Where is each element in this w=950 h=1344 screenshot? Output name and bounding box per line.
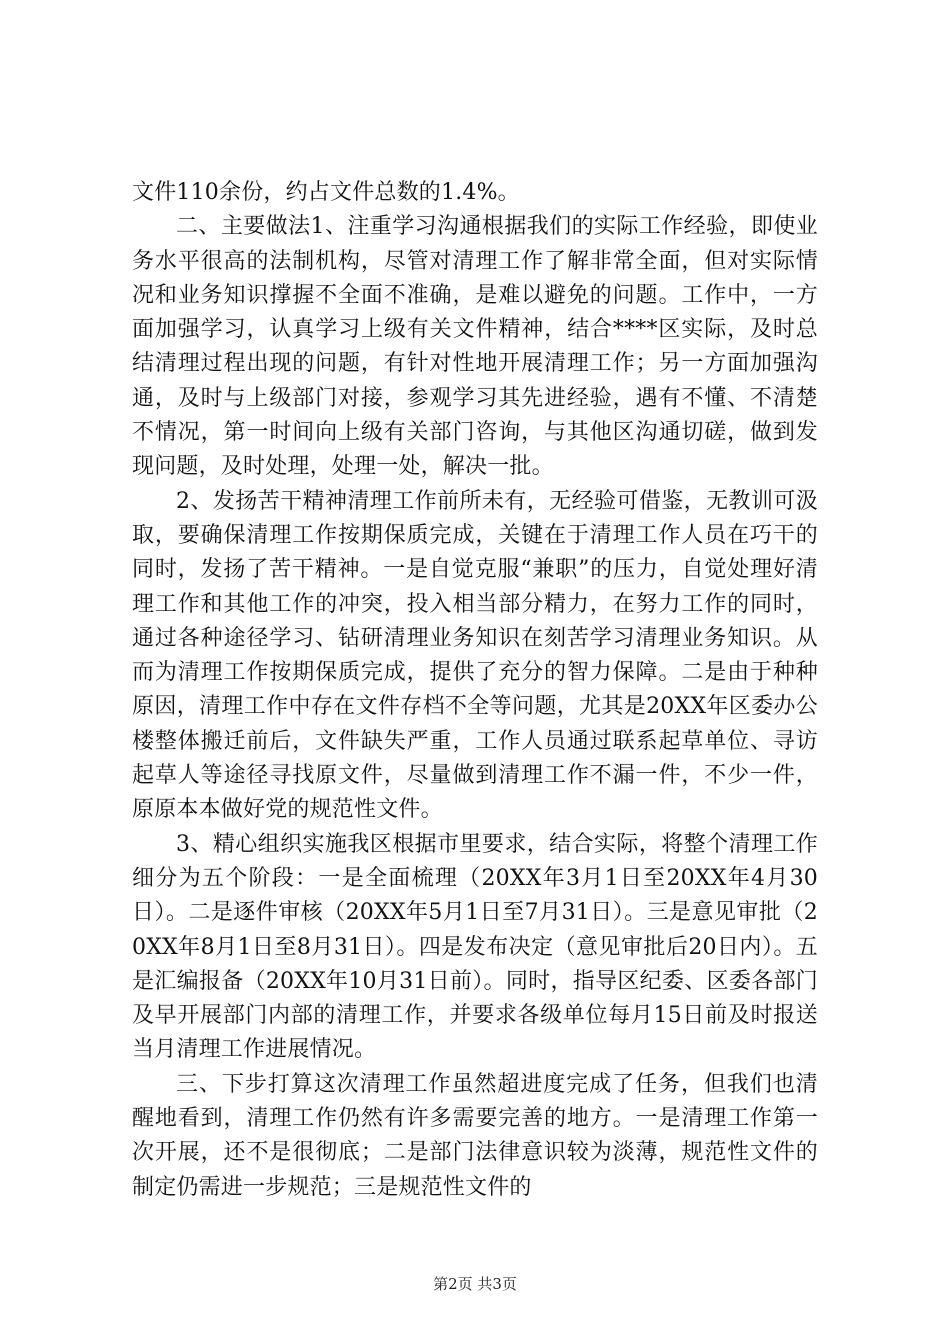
document-body [132, 176, 818, 1205]
page-number-footer: 第2页 共3页 [433, 1275, 517, 1293]
paragraph-main-practices: 二、主要做法1、注重学习沟通根据我们的实际工作经验，即使业务水平很高的法制机构，尽管对清理工作了解非常全面，但对实际情况和业务知识撑握不全面不准确，是难以避免的问题。工作中，一方面加强学习，认真学习上级有关文件精神，结合****区实际，及时总结清理过程出现的问题，有针对性地开展清理工作；另一方面加强沟通，及时与上级部门对接，参观学习其先进经验，遇有不懂、不清楚不情况，第一时间向上级有关部门咨询，与其他区沟通切磋，做到发现问题，及时处理，处理一处，解决一批。 [132, 214, 818, 480]
paragraph-organization: 3、精心组织实施我区根据市里要求，结合实际，将整个清理工作细分为五个阶段：一是全面梳理（20XX年3月1日至20XX年4月30日）。二是逐件审核（20XX年5月1日至7月31日）。三是意见审批（20XX年8月1日至8月31日）。四是发布决定（意见审批后20日内）。五是汇编报备（20XX年10月31日前）。同时，指导区纪委、区委各部门及早开展部门内部的清理工作，并要求各级单位每月15日前及时报送当月清理工作进展情况。 [132, 831, 818, 1063]
paragraph-next-plan: 三、下步打算这次清理工作虽然超进度完成了任务，但我们也清醒地看到，清理工作仍然有许多需要完善的地方。一是清理工作第一次开展，还不是很彻底；二是部门法律意识较为淡薄，规范性文件的制定仍需进一步规范；三是规范性文件的 [132, 1071, 818, 1200]
paragraph-hard-work: 2、发扬苦干精神清理工作前所未有，无经验可借鉴，无教训可汲取，要确保清理工作按期保质完成，关键在于清理工作人员在巧干的同时，发扬了苦干精神。一是自觉克服“兼职”的压力，自觉处理好清理工作和其他工作的冲突，投入相当部分精力，在努力工作的同时，通过各种途径学习、钻研清理业务知识在刻苦学习清理业务知识。从而为清理工作按期保质完成，提供了充分的智力保障。二是由于种种原因，清理工作中存在文件存档不全等问题，尤其是20XX年区委办公楼整体搬迁前后，文件缺失严重，工作人员通过联系起草单位、寻访起草人等途径寻找原文件，尽量做到清理工作不漏一件，不少一件，原原本本做好党的规范性文件。 [132, 488, 818, 823]
paragraph-continuation: 文件110余份，约占文件总数的1.4%。 [132, 180, 520, 205]
